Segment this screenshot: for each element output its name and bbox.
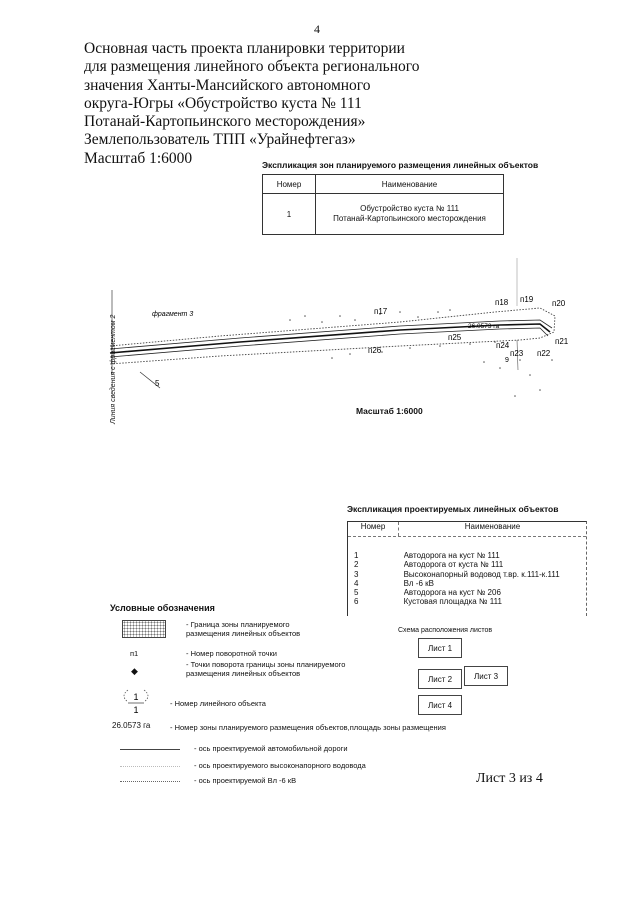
legend-line: - Точки поворота границы зоны планируемого bbox=[186, 660, 346, 669]
object-number: 5 bbox=[354, 588, 359, 598]
col-name: Наименование bbox=[316, 175, 504, 194]
table-row bbox=[348, 551, 586, 560]
legend-power-axis: - ось проектируемой Вл -6 кВ bbox=[194, 776, 297, 785]
point-label-9: 9 bbox=[505, 357, 509, 364]
point-label-p21: п21 bbox=[555, 337, 569, 346]
map-scale: Масштаб 1:6000 bbox=[356, 406, 423, 416]
road-axis-sample bbox=[120, 749, 180, 750]
sheet-2-box: Лист 2 bbox=[418, 669, 462, 689]
object-number: 3 bbox=[354, 569, 359, 579]
point-label-p25: п25 bbox=[448, 333, 462, 342]
table-row bbox=[348, 570, 586, 579]
header-line: Основная часть проекта планировки территории bbox=[84, 40, 405, 57]
object-number-sample: 1 bbox=[133, 692, 139, 702]
objects-table bbox=[347, 504, 587, 616]
point-label-p20: п20 bbox=[552, 299, 566, 308]
power-axis bbox=[110, 328, 548, 357]
point-label-p22: п22 bbox=[537, 349, 551, 358]
table-row bbox=[348, 560, 586, 569]
turn-point-sample: п1 bbox=[130, 649, 139, 658]
page-number: 4 bbox=[314, 22, 320, 36]
object-name: Автодорога на куст № 206 bbox=[403, 588, 501, 598]
object-number: 4 bbox=[354, 578, 359, 588]
map-fragment bbox=[100, 250, 580, 420]
point-label-p18: п18 bbox=[495, 298, 509, 307]
object-number-icon bbox=[118, 688, 154, 716]
point-label-p26: п26 bbox=[368, 346, 382, 355]
table-row bbox=[263, 194, 504, 235]
object-name: Кустовая площадка № 111 bbox=[403, 597, 502, 607]
document-header bbox=[84, 40, 464, 168]
zones-table bbox=[262, 174, 504, 235]
junction-side-label bbox=[108, 300, 122, 426]
legend-line: размещения линейных объектов bbox=[186, 629, 301, 638]
zone-name-line: Потанай-Картопьинского месторождения bbox=[333, 214, 486, 223]
legend-zone-boundary bbox=[186, 620, 300, 638]
objects-table-caption: Экспликация проектируемых линейных объектов bbox=[347, 504, 559, 514]
object-name: Вл -6 кВ bbox=[403, 578, 434, 588]
legend-zone-area: - Номер зоны планируемого размещения объектов,площадь зоны размещения bbox=[170, 723, 446, 732]
legend-boundary-points bbox=[186, 660, 345, 678]
header-line: Землепользователь ТПП «Урайнефтегаз» bbox=[84, 131, 356, 149]
sheet-1-box: Лист 1 bbox=[418, 638, 462, 658]
header-line: для размещения линейного объекта регионального bbox=[84, 58, 420, 76]
header-line: значения Ханты-Мансийского автономного bbox=[84, 76, 371, 94]
water-axis-sample bbox=[120, 766, 180, 767]
object-number: 2 bbox=[354, 560, 359, 570]
header-line: Потанай-Картопьинского месторождения» bbox=[84, 113, 366, 131]
sheet-3-box: Лист 3 bbox=[464, 666, 508, 686]
object-number: 6 bbox=[354, 597, 359, 607]
power-axis-sample bbox=[120, 781, 180, 782]
legend-line: - Граница зоны планируемого bbox=[186, 620, 290, 629]
zone-name-line: Обустройство куста № 111 bbox=[360, 204, 459, 213]
object-name: Автодорога на куст № 111 bbox=[403, 551, 500, 560]
header-line: округа-Югры «Обустройство куста № 111 bbox=[84, 94, 362, 112]
table-row bbox=[348, 597, 586, 606]
legend-title: Условные обозначения bbox=[110, 603, 215, 613]
point-label-p19: п19 bbox=[520, 295, 534, 304]
table-row bbox=[348, 579, 586, 588]
sheet-4-box: Лист 4 bbox=[418, 695, 462, 715]
object-name: Автодорога от куста № 111 bbox=[403, 560, 504, 570]
zones-table-header bbox=[263, 175, 504, 194]
fragment-label: фрагмент 3 bbox=[152, 311, 194, 318]
side-label-text: Линия сведения с фрагментом 2 bbox=[110, 314, 117, 424]
header-scale: Масштаб 1:6000 bbox=[84, 149, 193, 167]
sheet-layout-title: Схема расположения листов bbox=[398, 627, 493, 634]
zone-boundary-swatch bbox=[122, 620, 166, 638]
object-number-sample-bottom: 1 bbox=[133, 705, 139, 715]
legend-road-axis: - ось проектируемой автомобильной дороги bbox=[194, 744, 348, 753]
point-label-p24: п24 bbox=[496, 341, 510, 350]
col-number: Номер bbox=[263, 175, 316, 194]
zone-area-sample: 26.0573 га bbox=[112, 721, 151, 730]
object-name: Высоконапорный водовод т.вр. к.111-к.111 bbox=[403, 569, 560, 579]
legend-turn-point: - Номер поворотной точки bbox=[186, 649, 277, 658]
col-number: Номер bbox=[348, 522, 399, 536]
object-label-5: 5 bbox=[155, 379, 160, 388]
legend-water-axis: - ось проектируемого высоконапорного водовода bbox=[194, 761, 366, 770]
legend-line: размещения линейных объектов bbox=[186, 669, 301, 678]
sheet-counter: Лист 3 из 4 bbox=[476, 771, 543, 786]
zone-number: 1 bbox=[263, 194, 316, 235]
point-label-p23: п23 bbox=[510, 349, 524, 358]
col-name: Наименование bbox=[464, 522, 521, 531]
table-row bbox=[348, 588, 586, 597]
zone-name bbox=[316, 194, 504, 235]
zones-table-caption: Экспликация зон планируемого размещения линейных объектов bbox=[262, 160, 539, 170]
legend-object-number: - Номер линейного объекта bbox=[170, 699, 266, 708]
diamond-icon: ◆ bbox=[131, 666, 138, 676]
point-label-p17: п17 bbox=[374, 307, 388, 316]
objects-table-header bbox=[348, 522, 586, 537]
object-number: 1 bbox=[354, 551, 359, 560]
zone-area-label: 26.0573 га bbox=[468, 323, 500, 330]
